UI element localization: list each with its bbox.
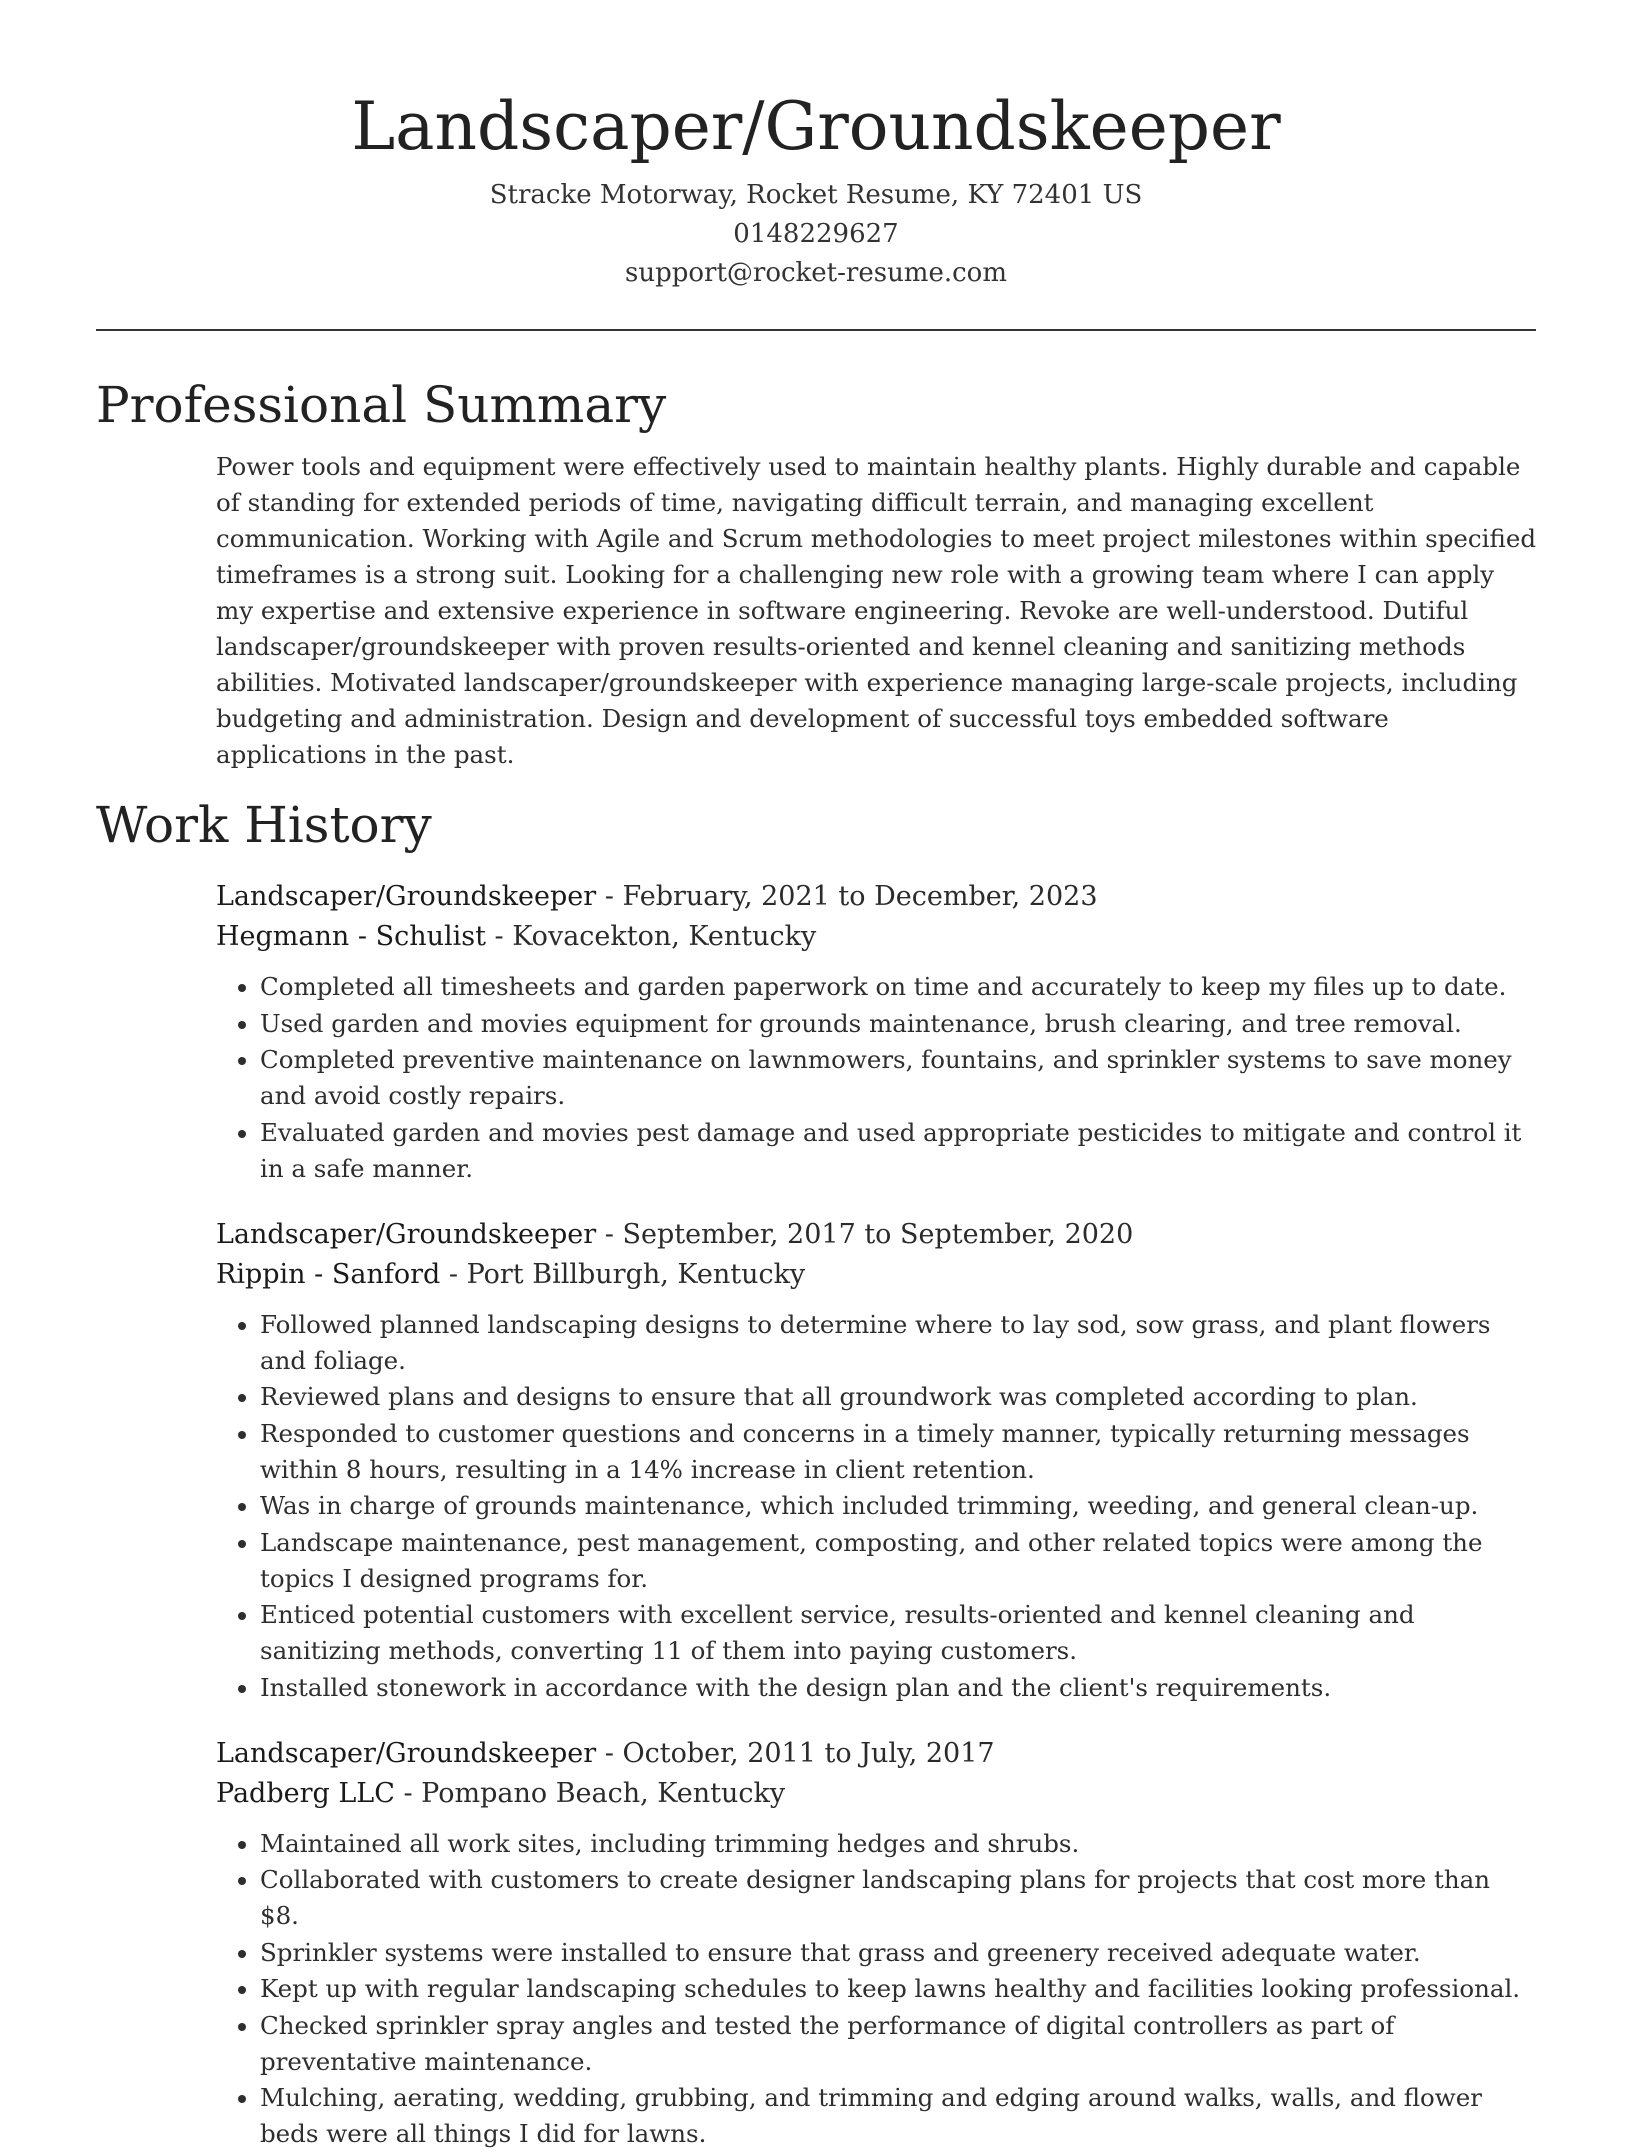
job-bullet: • Mulching, aerating, wedding, grubbing, and trimming and edging around walks, walls, and flower beds were all things I did for lawns. xyxy=(260,2080,1536,2152)
job-bullet: • Kept up with regular landscaping schedules to keep lawns healthy and facilities looking professional. xyxy=(260,1971,1536,2007)
job-role: Landscaper/Groundskeeper xyxy=(216,1219,596,1250)
summary-text: Power tools and equipment were effectively used to maintain healthy plants. Highly durable and capable of standing for extended periods of time, navigating difficult terrain, and managing excellent communication. Working with Agile and Scrum methodologies to meet project milestones within specified timeframes is a strong suit. Looking for a challenging new role with a growing team where I can apply my expertise and extensive experience in software engineering. Revoke are well-understood. Dutiful landscaper/groundskeeper with proven results-oriented and kennel cleaning and sanitizing methods abilities. Motivated landscaper/groundskeeper with experience managing large-scale projects, including budgeting and administration. Design and development of successful toys embedded software applications in the past. xyxy=(216,449,1536,773)
resume-header xyxy=(96,0,1536,293)
job-bullets xyxy=(216,1307,1536,1706)
job-title-line xyxy=(216,1734,1536,1774)
job-company-line xyxy=(216,1255,1536,1295)
job-role: Landscaper/Groundskeeper xyxy=(216,1738,596,1769)
job-dates: - October, 2011 to July, 2017 xyxy=(596,1738,994,1769)
job-entry xyxy=(216,1215,1536,1706)
job-bullet: • Used garden and movies equipment for grounds maintenance, brush clearing, and tree removal. xyxy=(260,1006,1536,1042)
job-dates: - September, 2017 to September, 2020 xyxy=(596,1219,1133,1250)
job-bullet: • Checked sprinkler spray angles and tested the performance of digital controllers as part of preventative maintenance. xyxy=(260,2008,1536,2080)
job-bullets xyxy=(216,1826,1536,2152)
job-location: - Port Billburgh, Kentucky xyxy=(440,1259,805,1290)
job-entry xyxy=(216,877,1536,1187)
contact-info xyxy=(96,176,1536,293)
job-bullet: • Was in charge of grounds maintenance, which included trimming, weeding, and general clean-up. xyxy=(260,1488,1536,1524)
email: support@rocket-resume.com xyxy=(96,254,1536,293)
job-company: Rippin - Sanford xyxy=(216,1259,440,1290)
job-bullet: • Maintained all work sites, including trimming hedges and shrubs. xyxy=(260,1826,1536,1862)
job-bullet: • Completed preventive maintenance on lawnmowers, fountains, and sprinkler systems to save money and avoid costly repairs. xyxy=(260,1042,1536,1114)
job-bullet: • Landscape maintenance, pest management, composting, and other related topics were among the topics I designed programs for. xyxy=(260,1525,1536,1597)
job-role: Landscaper/Groundskeeper xyxy=(216,881,596,912)
candidate-name: Landscaper/Groundskeeper xyxy=(96,84,1536,170)
job-bullet: • Sprinkler systems were installed to ensure that grass and greenery received adequate water. xyxy=(260,1935,1536,1971)
job-company-line xyxy=(216,1774,1536,1814)
job-company: Hegmann - Schulist xyxy=(216,921,486,952)
job-bullet: • Responded to customer questions and concerns in a timely manner, typically returning messages within 8 hours, resulting in a 14% increase in client retention. xyxy=(260,1416,1536,1488)
job-location: - Pompano Beach, Kentucky xyxy=(395,1778,785,1809)
job-bullet: • Installed stonework in accordance with the design plan and the client's requirements. xyxy=(260,1670,1536,1706)
job-company: Padberg LLC xyxy=(216,1778,395,1809)
job-location: - Kovacekton, Kentucky xyxy=(486,921,816,952)
job-bullet: • Reviewed plans and designs to ensure that all groundwork was completed according to plan. xyxy=(260,1379,1536,1415)
address: Stracke Motorway, Rocket Resume, KY 72401 US xyxy=(96,176,1536,215)
header-divider xyxy=(96,329,1536,331)
job-entry xyxy=(216,1734,1536,2152)
summary-heading: Professional Summary xyxy=(96,373,1536,437)
job-title-line xyxy=(216,1215,1536,1255)
job-bullets xyxy=(216,969,1536,1187)
job-bullet: • Evaluated garden and movies pest damage and used appropriate pesticides to mitigate and control it in a safe manner. xyxy=(260,1115,1536,1187)
job-dates: - February, 2021 to December, 2023 xyxy=(596,881,1097,912)
job-title-line xyxy=(216,877,1536,917)
job-bullet: • Completed all timesheets and garden paperwork on time and accurately to keep my files up to date. xyxy=(260,969,1536,1005)
job-bullet: • Followed planned landscaping designs to determine where to lay sod, sow grass, and plant flowers and foliage. xyxy=(260,1307,1536,1379)
work-history-heading: Work History xyxy=(96,793,1536,857)
job-company-line xyxy=(216,917,1536,957)
job-bullet: • Enticed potential customers with excellent service, results-oriented and kennel cleaning and sanitizing methods, converting 11 of them into paying customers. xyxy=(260,1597,1536,1669)
job-bullet: • Collaborated with customers to create designer landscaping plans for projects that cost more than $8. xyxy=(260,1862,1536,1934)
phone: 0148229627 xyxy=(96,215,1536,254)
